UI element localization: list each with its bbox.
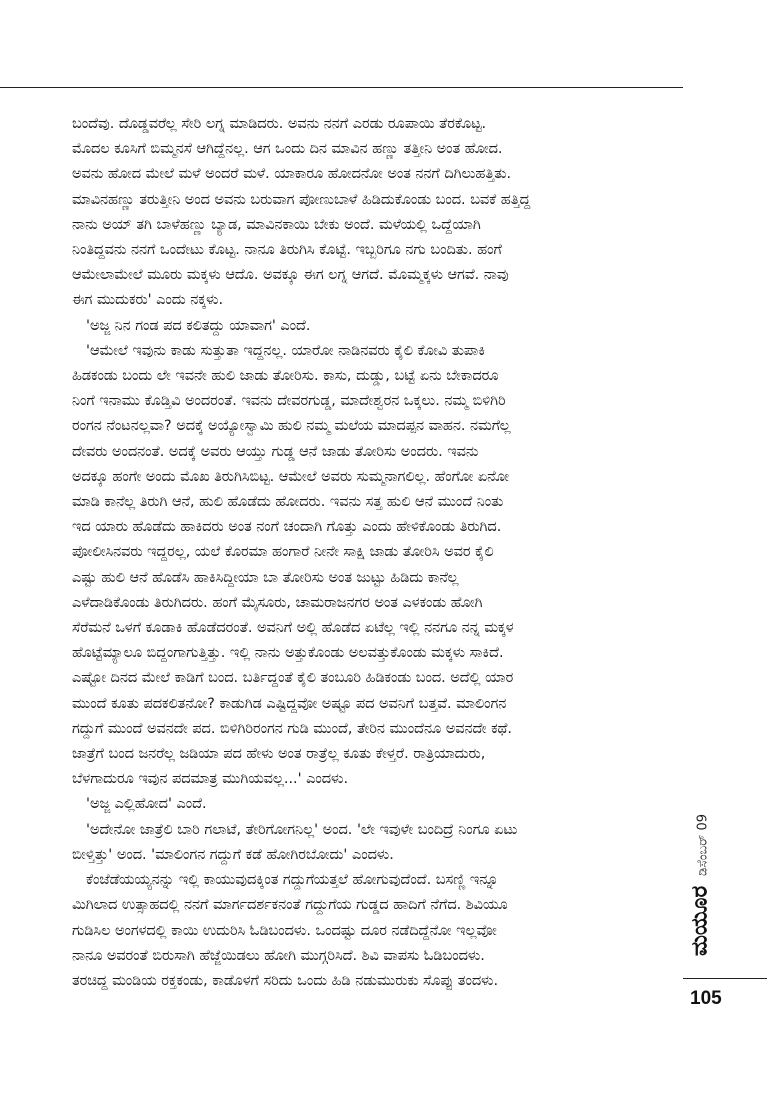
text-line: ಬಂದೆವು. ದೊಡ್ಡವರೆಲ್ಲ ಸೇರಿ ಲಗ್ನ ಮಾಡಿದರು. ಅವನು ನನಗೆ ಎರಡು ರೂಪಾಯಿ ತೆರಕೊಟ್ಟ. [72,116,487,132]
text-line: ಎಷ್ಟೋ ದಿನದ ಮೇಲೆ ಕಾಡಿಗೆ ಬಂದ. ಬರ್ತಿದ್ದಂತೆ ಕೈಲಿ ತಂಬೂರಿ ಹಿಡಿಕಂಡು ಬಂದ. ಅದೆಲ್ಲಿ ಯಾರ [72,670,514,687]
text-line: ಈಗ ಮುದುಕರು' ಎಂದು ನಕ್ಕಳು. [72,292,224,309]
text-line: ತರಚಿದ್ದ ಮಂಡಿಯ ರಕ್ತಕಂಡು, ಕಾಡೊಳಗೆ ಸರಿದು ಒಂದು ಹಿಡಿ ನಡುಮುರುಕು ಸೊಪ್ಪು ತಂದಳು. [72,972,499,989]
page-number: 105 [690,988,722,1009]
text-line: ಸೆರೆಮನೆ ಒಳಗೆ ಕೂಡಾಕಿ ಹೊಡೆದರಂತೆ. ಅವನಿಗೆ ಅಲ್ಲಿ ಹೊಡೆದ ಏಟೆಲ್ಲ ಇಲ್ಲಿ ನನಗೂ ನನ್ನ ಮಕ್ಕಳ [72,620,514,637]
text-line: ಮಾವಿನಹಣ್ಣು ತರುತ್ತೀನಿ ಅಂದ ಅವನು ಬರುವಾಗ ಪೋಣುಬಾಳೆ ಹಿಡಿದುಕೊಂಡು ಬಂದ. ಬವಕೆ ಹತ್ತಿದ್ದ [72,191,531,208]
text-line: ಮಿಗಿಲಾದ ಉತ್ಸಾಹದಲ್ಲಿ ನನಗೆ ಮಾರ್ಗದರ್ಶಕನಂತೆ ಗದ್ದುಗೆಯ ಗುಡ್ಡದ ಹಾದಿಗೆ ನೆಗೆದ. ಶಿವಿಯೂ [72,897,508,914]
issue-date: ಡಿಸೆಂಬರ್ 09 [695,813,711,876]
text-line: ಇದ ಯಾರು ಹೊಡೆದು ಹಾಕಿದರು ಅಂತ ನಂಗೆ ಚಂದಾಗಿ ಗೊತ್ತು ಎಂದು ಹೇಳಿಕೊಂಡು ತಿರುಗಿದ. [72,519,502,536]
text-line: ಗದ್ದುಗೆ ಮುಂದೆ ಅವನದೇ ಪದ. ಬಿಳಿಗಿರಿರಂಗನ ಗುಡಿ ಮುಂದೆ, ತೇರಿನ ಮುಂದೆನೂ ಅವನದೇ ಕಥೆ. [72,720,512,737]
text-line: ಜಾತ್ರೆಗೆ ಬಂದ ಜನರೆಲ್ಲ ಜಡಿಯಾ ಪದ ಹೇಳು ಅಂತ ರಾತ್ರೆಲ್ಲ ಕೂತು ಕೇಳ್ತರೆ. ರಾತ್ರಿಯಾದುರು, [72,746,486,763]
text-line: 'ಆಮೇಲೆ ಇವುನು ಕಾಡು ಸುತ್ತುತಾ ಇದ್ದನಲ್ಲ. ಯಾರೋ ನಾಡಿನವರು ಕೈಲಿ ಕೋವಿ ತುಪಾಕಿ [86,342,485,359]
text-line: ಹಿಡಕಂಡು ಬಂದು ಲೇ ಇವನೇ ಹುಲಿ ಜಾಡು ತೋರಿಸು. ಕಾಸು, ದುಡ್ಡು, ಬಟ್ಟೆ ಏನು ಬೇಕಾದರೂ [72,368,499,385]
text-line: ಪೋಲೀಸಿನವರು ಇದ್ದರಲ್ಲ, ಯಲೆ ಕೊರಮಾ ಹಂಗಾರೆ ನೀನೇ ಸಾಕ್ಷಿ ಜಾಡು ತೋರಿಸಿ ಅವರ ಕೈಲಿ [72,544,494,561]
text-line: ಗುಡಿಸಿಲ ಅಂಗಳದಲ್ಲಿ ಕಾಯಿ ಉದುರಿಸಿ ಓಡಿಬಂದಳು. ಒಂದಷ್ಟು ದೂರ ನಡೆದಿದ್ದೆನೋ ಇಲ್ಲವೋ [72,922,497,939]
text-line: ಮೊದಲ ಕೂಸಿಗೆ ಬಿಮ್ಮನಸೆ ಆಗಿದ್ದೆನಲ್ಲ. ಆಗ ಒಂದು ದಿನ ಮಾವಿನ ಹಣ್ಣು ತತ್ತೀನಿ ಅಂತ ಹೋದ. [72,141,503,158]
magazine-sidebar [680,790,720,980]
text-line: ಬೀಳ್ತಿತ್ತು' ಅಂದ. 'ಮಾಲಿಂಗನ ಗದ್ದುಗೆ ಕಡೆ ಹೋಗಿರಬೋದು' ಎಂದಳು. [72,846,394,863]
magazine-label [680,790,720,980]
text-line: 'ಅದೇನೋ ಜಾತ್ರೆಲಿ ಬಾರಿ ಗಲಾಟೆ, ತೇರಿಗೋಗನಿಲ್ಲ' ಅಂದ. 'ಲೇ ಇವುಳೇ ಬಂದಿದ್ರೆ ನಿಂಗೂ ಏಟು [86,821,518,838]
text-line: ಹೊಟ್ಟೆಮ್ಯಾಲೂ ಬಿದ್ದಂಗಾಗುತ್ತಿತ್ತು. ಇಲ್ಲಿ ನಾನು ಅತ್ತುಕೊಂಡು ಅಲವತ್ತುಕೊಂಡು ಮಕ್ಕಳು ಸಾಕಿದೆ. [72,645,504,662]
text-line: ರಂಗನ ನೆಂಟನಲ್ಲವಾ? ಅದಕ್ಕೆ ಅಯ್ಯೋಸ್ವಾಮಿ ಹುಲಿ ನಮ್ಮ ಮಲೆಯ ಮಾದಪ್ಪನ ವಾಹನ. ನಮಗೆಲ್ಲ [72,418,511,435]
text-line: 'ಅಜ್ಜ ಎಲ್ಲಿಹೋದ' ಎಂದೆ. [86,796,207,813]
text-line: ಅವನು ಹೋದ ಮೇಲೆ ಮಳೆ ಅಂದರೆ ಮಳೆ. ಯಾಕಾರೂ ಹೋದನೋ ಅಂತ ನನಗೆ ದಿಗಿಲುಹತ್ತಿತು. [72,166,512,183]
sidebar-rule [683,978,767,979]
text-line: ಎಳೆದಾಡಿಕೊಂಡು ತಿರುಗಿದರು. ಹಂಗೆ ಮೈಸೂರು, ಚಾಮರಾಜನಗರ ಅಂತ ಎಳಕಂಡು ಹೋಗಿ [72,594,483,611]
text-line: ಮುಂದೆ ಕೂತು ಪದಕಲಿತನೋ? ಕಾಡುಗಿಡ ಎಷ್ಟಿದ್ದವೋ ಅಷ್ಟೂ ಪದ ಅವನಿಗೆ ಬತ್ತವೆ. ಮಾಲಿಂಗನ [72,695,507,712]
magazine-title: ಮಯೂರ [687,885,713,957]
top-rule [0,87,683,88]
article-body [72,112,672,994]
text-line: ನಿಂಗೆ ಇನಾಮು ಕೊಡ್ತಿವಿ ಅಂದರಂತೆ. ಇವನು ದೇವರಗುಡ್ಡ, ಮಾದೇಶ್ವರನ ಒಕ್ಕಲು. ನಮ್ಮ ಬಿಳಿಗಿರಿ [72,393,506,410]
text-line: ಎಷ್ಟು ಹುಲಿ ಆನೆ ಹೊಡೆಸಿ ಹಾಕಿಸಿದ್ದೀಯಾ ಬಾ ತೋರಿಸು ಅಂತ ಜುಟ್ಟು ಹಿಡಿದು ಕಾನೆಲ್ಲ [72,569,459,586]
text-line: ದೇವರು ಅಂದನಂತೆ. ಅದಕ್ಕೆ ಅವರು ಆಯ್ತು ಗುಡ್ಡ ಆನೆ ಜಾಡು ತೋರಿಸು ಅಂದರು. ಇವನು [72,443,479,460]
text-line: 'ಅಜ್ಜ ನಿನ ಗಂಡ ಪದ ಕಲಿತದ್ದು ಯಾವಾಗ' ಎಂದೆ. [86,317,311,334]
text-line: ನಿಂತಿದ್ದವನು ನನಗೆ ಒಂದೇಟು ಕೊಟ್ಟ. ನಾನೂ ತಿರುಗಿಸಿ ಕೊಟ್ಟೆ. ಇಬ್ಬರಿಗೂ ನಗು ಬಂದಿತು. ಹಂಗೆ [72,242,502,259]
text-line: ಬೆಳಗಾದುರೂ ಇವುನ ಪದಮಾತ್ರ ಮುಗಿಯವಲ್ಲ...' ಎಂದಳು. [72,771,349,788]
text-line: ಅದಕ್ಕೂ ಹಂಗೇ ಅಂದು ಮೊಖ ತಿರುಗಿಸಿಬಿಟ್ಟ. ಆಮೇಲೆ ಅವರು ಸುಮ್ಮನಾಗಲಿಲ್ಲ. ಹೆಂಗೋ ಏನೋ [72,468,510,485]
text-line: ಕೆಂಜೆಡೆಯಯ್ಯನನ್ನು ಇಲ್ಲಿ ಕಾಯುವುದಕ್ಕಿಂತ ಗದ್ದುಗೆಯತ್ತಲೆ ಹೋಗುವುದೆಂದೆ. ಬಸಣ್ಣಿ ಇನ್ನೂ [86,872,499,889]
text-line: ನಾನೂ ಅವರಂತೆ ಬಿರುಸಾಗಿ ಹೆಜ್ಜೆಯಿಡಲು ಹೋಗಿ ಮುಗ್ಗರಿಸಿದೆ. ಶಿವಿ ವಾಪಸು ಓಡಿಬಂದಳು. [72,947,485,964]
text-line: ಮಾಡಿ ಕಾನೆಲ್ಲ ತಿರುಗಿ ಆನೆ, ಹುಲಿ ಹೊಡೆದು ಹೋದರು. ಇವನು ಸತ್ತ ಹುಲಿ ಆನೆ ಮುಂದೆ ನಿಂತು [72,494,504,511]
text-line: ಆಮೇಲಾಮೇಲೆ ಮೂರು ಮಕ್ಕಳು ಆದೊ. ಅವಕ್ಕೂ ಈಗ ಲಗ್ನ ಆಗದೆ. ಮೊಮ್ಮಕ್ಕಳು ಆಗವೆ. ನಾವು [72,267,509,284]
text-line: ನಾನು ಅಯ್ ತಗಿ ಬಾಳೆಹಣ್ಣು ಬ್ಯಾಡ, ಮಾವಿನಕಾಯಿ ಬೇಕು ಅಂದೆ. ಮಳೆಯಲ್ಲಿ ಒದ್ದೆಯಾಗಿ [72,216,481,233]
